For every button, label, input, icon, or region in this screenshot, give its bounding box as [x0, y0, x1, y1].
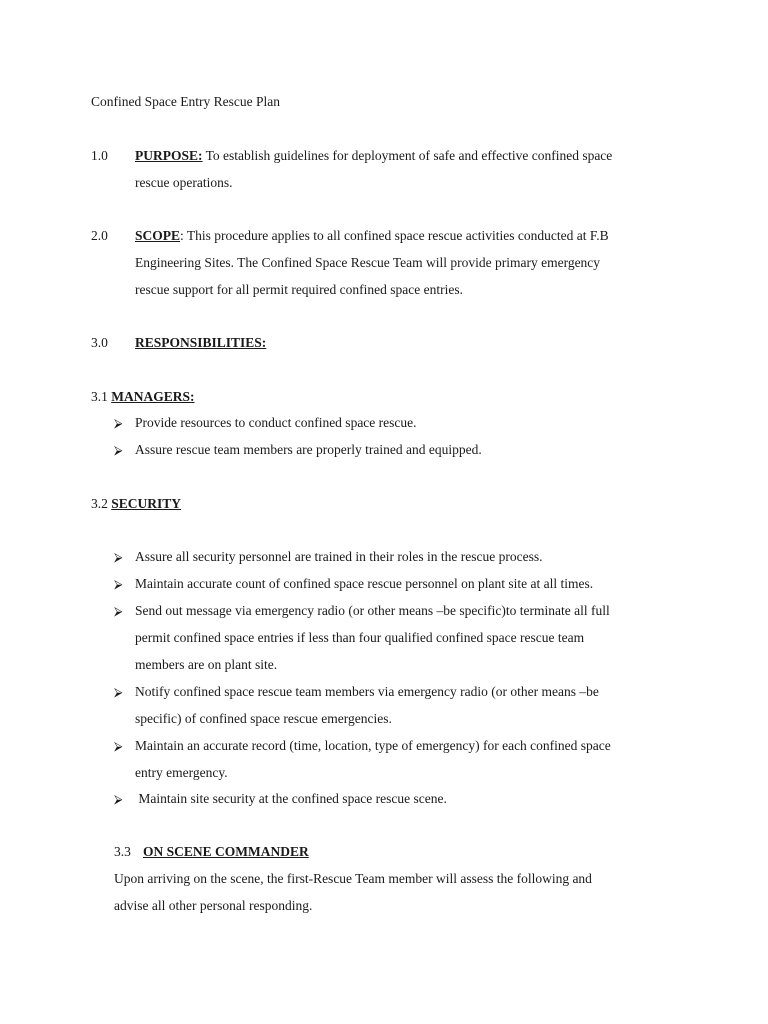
security-bullet-5-line-1: Maintain an accurate record (time, location, type of emergency) for each confined space [135, 738, 611, 753]
document-title: Confined Space Entry Rescue Plan [91, 94, 280, 109]
section-3-number: 3.0 [91, 335, 108, 350]
section-3-2-line [91, 495, 181, 513]
section-2-heading: SCOPE [135, 228, 181, 243]
bullet-arrow-icon: ⮚ [114, 416, 123, 430]
section-1-line-2: rescue operations. [135, 175, 233, 190]
security-bullet-4-line-1: Notify confined space rescue team members via emergency radio (or other means –be [135, 684, 599, 699]
section-3-3-number: 3.3 [114, 844, 131, 859]
security-bullet-4-line-2: specific) of confined space rescue emergencies. [135, 711, 392, 726]
section-1-heading: PURPOSE: [135, 148, 203, 163]
security-bullet-3-line-3: members are on plant site. [135, 657, 278, 672]
security-bullet-1: Assure all security personnel are trained in their roles in the rescue process. [135, 549, 543, 564]
bullet-arrow-icon: ⮚ [114, 739, 123, 753]
managers-bullet-2: Assure rescue team members are properly trained and equipped. [135, 442, 482, 457]
security-bullet-3-line-2: permit confined space entries if less than four qualified confined space rescue team [135, 630, 585, 645]
section-3-3-heading: ON SCENE COMMANDER [143, 844, 309, 859]
section-3-1-number: 3.1 [91, 389, 112, 404]
section-2-text: : This procedure applies to all confined space rescue activities conducted at F.B [180, 228, 609, 243]
security-bullet-3-line-1: Send out message via emergency radio (or other means –be specific)to terminate all full [135, 603, 610, 618]
bullet-arrow-icon: ⮚ [114, 604, 123, 618]
section-3-2-heading: SECURITY [111, 496, 182, 511]
section-3-2-number: 3.2 [91, 496, 112, 511]
section-3-3-paragraph-line-1: Upon arriving on the scene, the first-Rescue Team member will assess the following and [114, 871, 592, 886]
section-3-heading: RESPONSIBILITIES: [135, 335, 267, 350]
section-3-1-heading: MANAGERS: [111, 389, 195, 404]
security-bullet-2: Maintain accurate count of confined space rescue personnel on plant site at all times. [135, 576, 594, 591]
section-2-line-3: rescue support for all permit required confined space entries. [135, 282, 463, 297]
managers-bullet-1: Provide resources to conduct confined space rescue. [135, 415, 417, 430]
bullet-arrow-icon: ⮚ [114, 792, 123, 806]
section-3-1-line [91, 388, 195, 406]
section-2-number: 2.0 [91, 228, 108, 243]
section-1-number: 1.0 [91, 148, 108, 163]
bullet-arrow-icon: ⮚ [114, 685, 123, 699]
security-bullet-6: Maintain site security at the confined space rescue scene. [135, 791, 447, 806]
section-1-line-1 [135, 147, 612, 165]
section-3-3-paragraph-line-2: advise all other personal responding. [114, 898, 313, 913]
bullet-arrow-icon: ⮚ [114, 550, 123, 564]
section-2-line-2: Engineering Sites. The Confined Space Rescue Team will provide primary emergency [135, 255, 601, 270]
section-1-text: To establish guidelines for deployment of safe and effective confined space [202, 148, 613, 163]
security-bullet-5-line-2: entry emergency. [135, 765, 228, 780]
bullet-arrow-icon: ⮚ [114, 577, 123, 591]
bullet-arrow-icon: ⮚ [114, 443, 123, 457]
section-2-line-1 [135, 227, 609, 245]
